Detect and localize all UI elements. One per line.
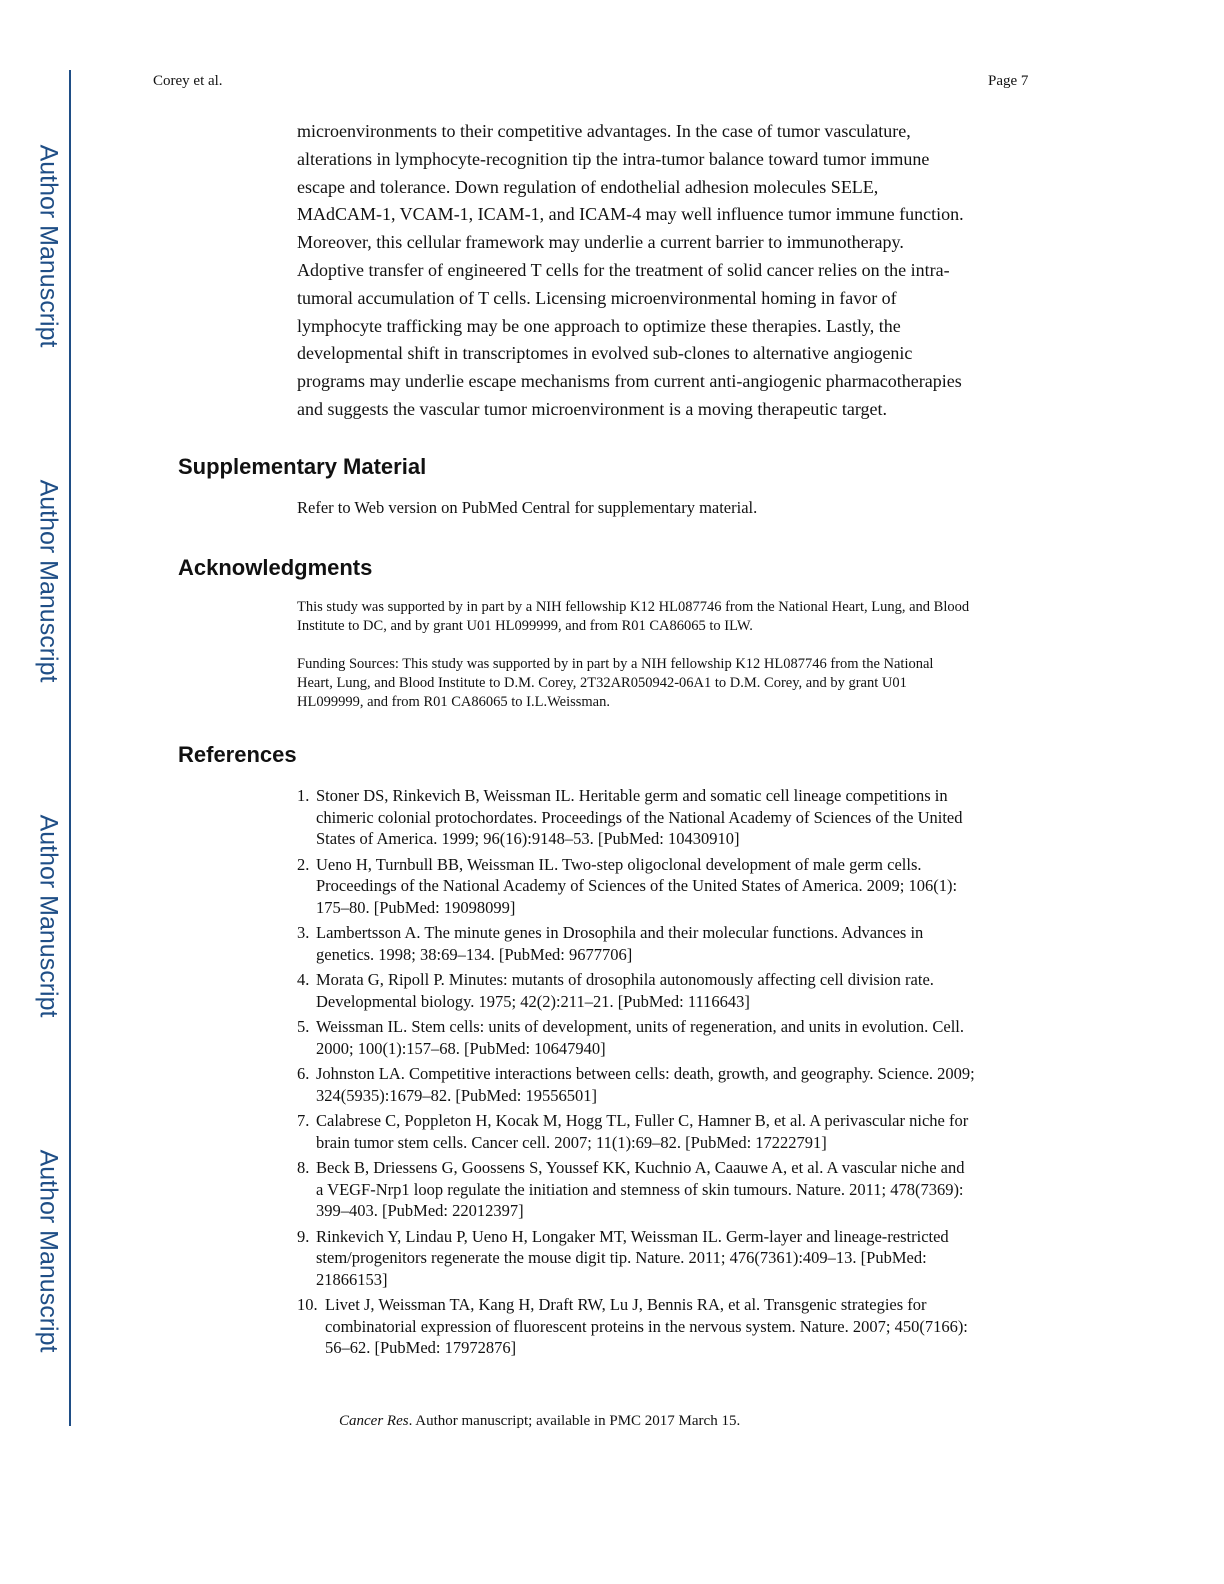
reference-item [297,1110,1037,1153]
funding-line: HL099999, and from R01 CA86065 to I.L.Weissman. [297,694,610,710]
reference-line: Rinkevich Y, Lindau P, Ueno H, Longaker MT, Weissman IL. Germ-layer and lineage-restricted [316,1226,949,1246]
body-line: escape and tolerance. Down regulation of endothelial adhesion molecules SELE, [297,176,879,197]
body-line: lymphocyte trafficking may be one approach to optimize these therapies. Lastly, the [297,315,901,336]
funding-paragraph [297,655,1037,712]
reference-number: 3. [297,923,310,942]
reference-line: a VEGF-Nrp1 loop regulate the initiation and stemness of skin tumours. Nature. 2011; 478(7369): [316,1179,964,1199]
running-head-authors: Corey et al. [153,73,223,89]
reference-line: States of America. 1999; 96(16):9148–53. [PubMed: 10430910] [316,829,740,848]
reference-number: 2. [297,854,310,874]
reference-line: Stoner DS, Rinkevich B, Weissman IL. Heritable germ and somatic cell lineage competitions in [316,786,948,805]
body-line: tumoral accumulation of T cells. Licensing microenvironmental homing in favor of [297,287,897,308]
reference-line: Lambertsson A. The minute genes in Drosophila and their molecular functions. Advances in [316,923,924,942]
footer-journal: Cancer Res [339,1413,409,1429]
acknowledgments-paragraph [297,598,1037,636]
reference-number: 1. [297,786,310,805]
body-line: Moreover, this cellular framework may underlie a current barrier to immunotherapy. [297,232,904,253]
reference-item [297,1016,1037,1059]
reference-line: 56–62. [PubMed: 17972876] [325,1338,517,1357]
funding-line: Heart, Lung, and Blood Institute to D.M. Corey, 2T32AR050942-06A1 to D.M. Corey, and by grant U01 [297,675,907,691]
supplementary-text: Refer to Web version on PubMed Central for supplementary material. [297,498,758,517]
reference-number: 8. [297,1158,310,1177]
reference-list [297,785,1037,1363]
reference-item [297,1294,1037,1359]
reference-line: 399–403. [PubMed: 22012397] [316,1201,524,1220]
body-line: alterations in lymphocyte-recognition tip the intra-tumor balance toward tumor immune [297,148,930,169]
reference-line: Livet J, Weissman TA, Kang H, Draft RW, Lu J, Bennis RA, et al. Transgenic strategies for [325,1295,927,1314]
reference-line: Proceedings of the National Academy of Sciences of the United States of America. 2009; 106(1): [316,876,958,895]
reference-line: Developmental biology. 1975; 42(2):211–21. [PubMed: 1116643] [316,991,750,1011]
reference-item [297,969,1037,1012]
references-heading: References [178,742,297,767]
body-line: developmental shift in transcriptomes in evolved sub-clones to alternative angiogenic [297,343,913,364]
reference-number: 5. [297,1017,310,1036]
reference-item [297,1226,1037,1291]
reference-number: 9. [297,1226,310,1246]
reference-number: 10. [297,1295,318,1314]
reference-line: Calabrese C, Poppleton H, Kocak M, Hogg TL, Fuller C, Hamner B, et al. A perivascular niche for [316,1111,969,1130]
reference-line: brain tumor stem cells. Cancer cell. 2007; 11(1):69–82. [PubMed: 17222791] [316,1132,827,1152]
acknowledgments-heading: Acknowledgments [178,555,373,580]
reference-line: Weissman IL. Stem cells: units of development, units of regeneration, and units in evolution. Cell. [316,1017,965,1036]
reference-line: stem/progenitors regenerate the mouse digit tip. Nature. 2011; 476(7361):409–13. [PubMed: [316,1248,927,1267]
body-line: microenvironments to their competitive advantages. In the case of tumor vasculature, [297,121,911,141]
body-line: MAdCAM-1, VCAM-1, ICAM-1, and ICAM-4 may well influence tumor immune function. [297,204,964,225]
reference-line: combinatorial expression of fluorescent proteins in the nervous system. Nature. 2007; 450(7166): [325,1316,968,1336]
reference-number: 6. [297,1064,310,1083]
reference-line: Morata G, Ripoll P. Minutes: mutants of drosophila autonomously affecting cell division rate. [316,970,934,989]
reference-item [297,854,1037,919]
acknowledgments-line: Institute to DC, and by grant U01 HL099999, and from R01 CA86065 to ILW. [297,618,753,634]
reference-item [297,1063,1037,1106]
reference-line: 2000; 100(1):157–68. [PubMed: 10647940] [316,1038,606,1058]
reference-line: Beck B, Driessens G, Goossens S, Youssef KK, Kuchnio A, Caauwe A, et al. A vascular niche and [316,1158,965,1177]
reference-line: Johnston LA. Competitive interactions between cells: death, growth, and geography. Science. 2009; [316,1064,975,1083]
funding-line: Funding Sources: This study was supported by in part by a NIH fellowship K12 HL087746 from the National [297,656,934,672]
page-footer [339,1413,740,1430]
reference-line: 175–80. [PubMed: 19098099] [316,897,516,917]
body-line: and suggests the vascular tumor microenvironment is a moving therapeutic target. [297,398,888,419]
body-line: Adoptive transfer of engineered T cells for the treatment of solid cancer relies on the intra- [297,259,950,280]
reference-line: 324(5935):1679–82. [PubMed: 19556501] [316,1085,597,1105]
reference-line: chimeric colonial protochordates. Proceedings of the National Academy of Sciences of the United [316,807,963,827]
supplementary-heading: Supplementary Material [178,454,427,479]
footer-text: . Author manuscript; available in PMC 2017 March 15. [408,1413,741,1429]
page-number: Page 7 [988,73,1029,89]
body-paragraph [297,118,1043,424]
reference-line: Ueno H, Turnbull BB, Weissman IL. Two-step oligoclonal development of male germ cells. [316,854,922,874]
reference-line: genetics. 1998; 38:69–134. [PubMed: 9677706] [316,944,633,964]
acknowledgments-line: This study was supported by in part by a NIH fellowship K12 HL087746 from the National Heart, Lung, and Blood [297,599,970,615]
reference-line: 21866153] [316,1269,388,1289]
margin-rule [69,70,71,1426]
body-line: programs may underlie escape mechanisms from current anti-angiogenic pharmacotherapies [297,371,962,392]
reference-number: 7. [297,1111,310,1130]
reference-item [297,1157,1037,1222]
reference-item [297,785,1037,850]
reference-number: 4. [297,970,310,989]
reference-item [297,922,1037,965]
